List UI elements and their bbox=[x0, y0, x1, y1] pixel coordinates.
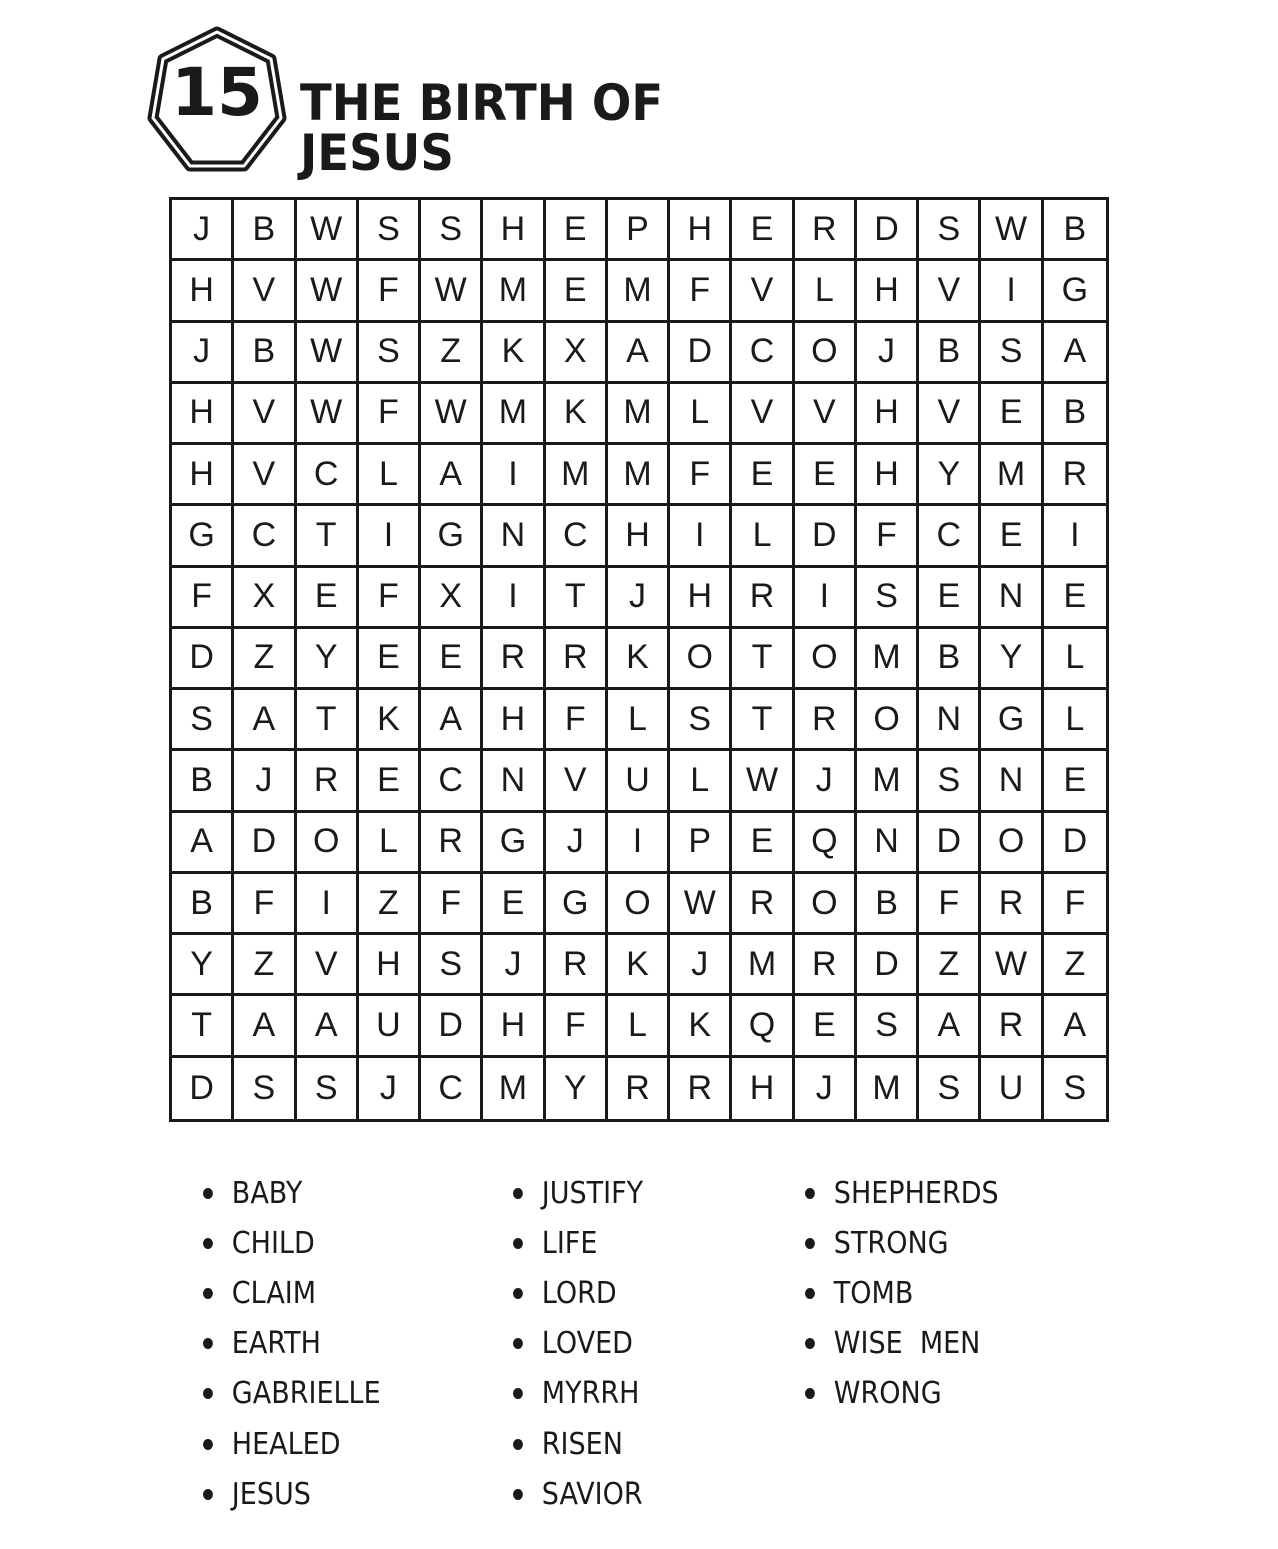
grid-cell[interactable]: E bbox=[981, 506, 1043, 567]
grid-cell[interactable]: C bbox=[732, 323, 794, 384]
grid-cell[interactable]: H bbox=[857, 261, 919, 322]
grid-cell[interactable]: G bbox=[981, 690, 1043, 751]
grid-cell[interactable]: F bbox=[234, 874, 296, 935]
word-list-item bbox=[805, 1218, 999, 1268]
bullet-icon bbox=[203, 1288, 213, 1299]
grid-cell[interactable]: M bbox=[608, 445, 670, 506]
word-label: CLAIM bbox=[231, 1275, 317, 1311]
bullet-icon bbox=[203, 1338, 213, 1349]
grid-cell[interactable]: S bbox=[981, 323, 1043, 384]
grid-cell[interactable]: V bbox=[234, 384, 296, 445]
grid-cell[interactable]: Q bbox=[732, 996, 794, 1057]
grid-cell[interactable]: N bbox=[857, 813, 919, 874]
grid-cell[interactable]: Z bbox=[234, 629, 296, 690]
grid-cell[interactable]: H bbox=[483, 996, 545, 1057]
grid-cell[interactable]: E bbox=[795, 445, 857, 506]
grid-cell[interactable]: X bbox=[234, 568, 296, 629]
grid-cell[interactable]: I bbox=[670, 506, 732, 567]
grid-cell[interactable]: C bbox=[234, 506, 296, 567]
grid-cell[interactable]: E bbox=[1044, 568, 1106, 629]
grid-cell[interactable]: M bbox=[608, 384, 670, 445]
grid-cell[interactable]: E bbox=[483, 874, 545, 935]
grid-cell[interactable]: E bbox=[732, 200, 794, 261]
grid-cell[interactable]: M bbox=[546, 445, 608, 506]
grid-cell[interactable]: M bbox=[483, 261, 545, 322]
grid-cell[interactable]: V bbox=[919, 261, 981, 322]
grid-cell[interactable]: M bbox=[857, 1058, 919, 1119]
bullet-icon bbox=[805, 1288, 815, 1299]
word-label: MYRRH bbox=[541, 1376, 640, 1412]
grid-cell[interactable]: E bbox=[359, 629, 421, 690]
grid-cell[interactable]: F bbox=[670, 445, 732, 506]
bullet-icon bbox=[203, 1238, 213, 1249]
grid-cell[interactable]: F bbox=[670, 261, 732, 322]
word-list-item bbox=[203, 1369, 381, 1419]
grid-cell[interactable]: C bbox=[421, 1058, 483, 1119]
grid-cell[interactable]: V bbox=[732, 384, 794, 445]
grid-cell[interactable]: T bbox=[297, 506, 359, 567]
word-list-item bbox=[203, 1268, 381, 1318]
grid-cell[interactable]: S bbox=[297, 1058, 359, 1119]
grid-cell[interactable]: Y bbox=[981, 629, 1043, 690]
grid-cell[interactable]: D bbox=[234, 813, 296, 874]
grid-cell[interactable]: E bbox=[1044, 751, 1106, 812]
grid-cell[interactable]: W bbox=[297, 323, 359, 384]
grid-cell[interactable]: D bbox=[172, 1058, 234, 1119]
grid-cell[interactable]: D bbox=[421, 996, 483, 1057]
grid-cell[interactable]: G bbox=[1044, 261, 1106, 322]
grid-cell[interactable]: L bbox=[359, 813, 421, 874]
word-list-item bbox=[203, 1419, 381, 1469]
grid-cell[interactable]: S bbox=[857, 996, 919, 1057]
grid-cell[interactable]: B bbox=[234, 200, 296, 261]
grid-cell[interactable]: H bbox=[172, 384, 234, 445]
grid-cell[interactable]: X bbox=[421, 568, 483, 629]
word-label: RISEN bbox=[541, 1426, 623, 1462]
grid-cell[interactable]: I bbox=[608, 813, 670, 874]
bullet-icon bbox=[203, 1489, 213, 1500]
grid-cell[interactable]: O bbox=[795, 629, 857, 690]
grid-cell[interactable]: J bbox=[795, 1058, 857, 1119]
grid-cell[interactable]: M bbox=[857, 751, 919, 812]
word-label: SAVIOR bbox=[541, 1476, 643, 1512]
grid-cell[interactable]: F bbox=[546, 690, 608, 751]
grid-cell[interactable]: S bbox=[857, 568, 919, 629]
grid-cell[interactable]: K bbox=[608, 629, 670, 690]
grid-cell[interactable]: G bbox=[172, 506, 234, 567]
grid-cell[interactable]: Y bbox=[297, 629, 359, 690]
grid-cell[interactable]: T bbox=[732, 690, 794, 751]
word-label: SHEPHERDS bbox=[833, 1175, 999, 1211]
grid-cell[interactable]: N bbox=[483, 506, 545, 567]
grid-cell[interactable]: C bbox=[297, 445, 359, 506]
grid-cell[interactable]: I bbox=[297, 874, 359, 935]
grid-cell[interactable]: H bbox=[857, 445, 919, 506]
grid-cell[interactable]: O bbox=[297, 813, 359, 874]
bullet-icon bbox=[513, 1338, 523, 1349]
grid-cell[interactable]: T bbox=[297, 690, 359, 751]
word-label: WRONG bbox=[833, 1376, 942, 1412]
word-list-item bbox=[203, 1218, 381, 1268]
grid-cell[interactable]: H bbox=[359, 935, 421, 996]
grid-cell[interactable]: C bbox=[421, 751, 483, 812]
grid-cell[interactable]: U bbox=[608, 751, 670, 812]
grid-cell[interactable]: B bbox=[1044, 200, 1106, 261]
grid-cell[interactable]: D bbox=[670, 323, 732, 384]
grid-cell[interactable]: R bbox=[732, 874, 794, 935]
grid-cell[interactable]: Z bbox=[421, 323, 483, 384]
grid-cell[interactable]: R bbox=[732, 568, 794, 629]
grid-cell[interactable]: Z bbox=[234, 935, 296, 996]
grid-cell[interactable]: B bbox=[919, 323, 981, 384]
grid-cell[interactable]: A bbox=[919, 996, 981, 1057]
word-list-item bbox=[513, 1268, 643, 1318]
grid-cell[interactable]: E bbox=[546, 261, 608, 322]
grid-cell[interactable]: D bbox=[857, 935, 919, 996]
grid-cell[interactable]: V bbox=[919, 384, 981, 445]
grid-cell[interactable]: Q bbox=[795, 813, 857, 874]
word-label: GABRIELLE bbox=[231, 1376, 381, 1412]
grid-cell[interactable]: R bbox=[297, 751, 359, 812]
bullet-icon bbox=[203, 1439, 213, 1450]
grid-cell[interactable]: F bbox=[1044, 874, 1106, 935]
grid-cell[interactable]: G bbox=[421, 506, 483, 567]
grid-cell[interactable]: V bbox=[234, 261, 296, 322]
grid-cell[interactable]: E bbox=[795, 996, 857, 1057]
grid-cell[interactable]: W bbox=[670, 874, 732, 935]
grid-cell[interactable]: O bbox=[795, 874, 857, 935]
grid-cell[interactable]: O bbox=[981, 813, 1043, 874]
grid-cell[interactable]: H bbox=[608, 506, 670, 567]
grid-cell[interactable]: A bbox=[421, 690, 483, 751]
grid-cell[interactable]: L bbox=[670, 384, 732, 445]
grid-cell[interactable]: W bbox=[297, 200, 359, 261]
grid-cell[interactable]: V bbox=[546, 751, 608, 812]
grid-cell[interactable]: I bbox=[1044, 506, 1106, 567]
grid-cell[interactable]: N bbox=[981, 568, 1043, 629]
word-label: HEALED bbox=[231, 1426, 341, 1462]
grid-cell[interactable]: R bbox=[795, 200, 857, 261]
grid-cell[interactable]: W bbox=[421, 261, 483, 322]
grid-cell[interactable]: S bbox=[1063, 1068, 1087, 1107]
grid-cell[interactable]: A bbox=[608, 323, 670, 384]
grid-cell[interactable]: C bbox=[919, 506, 981, 567]
grid-cell[interactable]: W bbox=[732, 751, 794, 812]
grid-cell[interactable]: L bbox=[670, 751, 732, 812]
grid-cell[interactable]: U bbox=[981, 1058, 1043, 1119]
grid-cell[interactable]: S bbox=[421, 935, 483, 996]
word-list-column-2 bbox=[513, 1168, 658, 1519]
grid-cell[interactable]: B bbox=[857, 874, 919, 935]
grid-cell[interactable]: M bbox=[981, 445, 1043, 506]
bullet-icon bbox=[203, 1388, 213, 1399]
bullet-icon bbox=[805, 1238, 815, 1249]
word-search-grid bbox=[169, 197, 1109, 1122]
bullet-icon bbox=[513, 1288, 523, 1299]
grid-cell[interactable]: U bbox=[359, 996, 421, 1057]
grid-cell[interactable]: M bbox=[732, 935, 794, 996]
grid-cell[interactable]: P bbox=[670, 813, 732, 874]
grid-cell[interactable]: L bbox=[359, 445, 421, 506]
grid-cell[interactable]: J bbox=[483, 935, 545, 996]
grid-cell[interactable]: M bbox=[483, 384, 545, 445]
grid-cell[interactable]: B bbox=[234, 323, 296, 384]
grid-cell[interactable]: W bbox=[421, 384, 483, 445]
grid-cell[interactable]: F bbox=[546, 996, 608, 1057]
bullet-icon bbox=[513, 1388, 523, 1399]
grid-cell[interactable]: K bbox=[670, 996, 732, 1057]
grid-cell[interactable]: K bbox=[608, 935, 670, 996]
word-label: JESUS bbox=[231, 1476, 311, 1512]
grid-cell[interactable]: O bbox=[608, 874, 670, 935]
grid-cell[interactable]: I bbox=[981, 261, 1043, 322]
grid-cell[interactable]: F bbox=[359, 568, 421, 629]
word-list-item bbox=[805, 1168, 999, 1218]
grid-cell[interactable]: E bbox=[981, 384, 1043, 445]
grid-cell[interactable]: D bbox=[795, 506, 857, 567]
grid-cell[interactable]: A bbox=[297, 996, 359, 1057]
grid-cell[interactable]: K bbox=[483, 323, 545, 384]
grid-cell[interactable]: H bbox=[670, 200, 732, 261]
grid-cell[interactable]: R bbox=[421, 813, 483, 874]
grid-cell[interactable]: I bbox=[359, 506, 421, 567]
grid-cell[interactable]: T bbox=[732, 629, 794, 690]
grid-cell[interactable]: W bbox=[981, 200, 1043, 261]
grid-cell[interactable]: J bbox=[172, 200, 234, 261]
grid-cell[interactable]: L bbox=[732, 506, 794, 567]
grid-cell[interactable]: O bbox=[795, 323, 857, 384]
grid-cell[interactable]: F bbox=[919, 874, 981, 935]
bullet-icon bbox=[513, 1238, 523, 1249]
grid-cell[interactable]: J bbox=[234, 751, 296, 812]
grid-cell[interactable]: F bbox=[359, 261, 421, 322]
grid-cell[interactable]: R bbox=[546, 935, 608, 996]
grid-cell[interactable]: R bbox=[670, 1058, 732, 1119]
grid-cell[interactable]: H bbox=[732, 1058, 794, 1119]
word-list-item bbox=[513, 1419, 643, 1469]
grid-cell[interactable]: B bbox=[1044, 384, 1106, 445]
grid-cell[interactable]: R bbox=[1044, 445, 1106, 506]
grid-cell[interactable]: A bbox=[234, 690, 296, 751]
grid-cell[interactable]: J bbox=[795, 751, 857, 812]
word-label: BABY bbox=[231, 1175, 303, 1211]
grid-cell[interactable]: G bbox=[546, 874, 608, 935]
grid-cell[interactable]: Y bbox=[172, 935, 234, 996]
grid-cell[interactable]: L bbox=[1044, 629, 1106, 690]
word-list-item bbox=[805, 1369, 999, 1419]
grid-cell[interactable]: B bbox=[919, 629, 981, 690]
word-label: JUSTIFY bbox=[541, 1175, 644, 1211]
grid-cell[interactable]: N bbox=[981, 751, 1043, 812]
grid-cell[interactable]: X bbox=[546, 323, 608, 384]
grid-cell[interactable]: Z bbox=[1044, 935, 1106, 996]
word-list-item bbox=[203, 1168, 381, 1218]
word-label: STRONG bbox=[833, 1225, 949, 1261]
word-list-item bbox=[513, 1218, 643, 1268]
grid-cell[interactable]: R bbox=[483, 629, 545, 690]
word-list-item bbox=[805, 1319, 999, 1369]
grid-cell[interactable]: S bbox=[359, 323, 421, 384]
grid-cell[interactable]: E bbox=[732, 813, 794, 874]
grid-cell[interactable]: L bbox=[608, 996, 670, 1057]
word-list-column-1 bbox=[203, 1168, 400, 1519]
grid-cell[interactable]: S bbox=[234, 1058, 296, 1119]
grid-cell[interactable]: J bbox=[546, 813, 608, 874]
grid-cell[interactable]: R bbox=[546, 629, 608, 690]
grid-cell[interactable]: A bbox=[234, 996, 296, 1057]
puzzle-number: 15 bbox=[171, 54, 263, 131]
word-list-item bbox=[203, 1469, 381, 1519]
grid-cell[interactable]: F bbox=[421, 874, 483, 935]
grid-cell[interactable]: N bbox=[483, 751, 545, 812]
grid-cell[interactable]: Z bbox=[919, 935, 981, 996]
grid-cell[interactable]: V bbox=[732, 261, 794, 322]
grid-cell[interactable]: S bbox=[919, 200, 981, 261]
grid-cell[interactable]: J bbox=[359, 1058, 421, 1119]
word-label: LOVED bbox=[541, 1326, 633, 1362]
word-label: WISE MEN bbox=[833, 1326, 981, 1362]
word-list-item bbox=[513, 1369, 643, 1419]
grid-cell[interactable]: L bbox=[795, 261, 857, 322]
grid-cell[interactable]: K bbox=[359, 690, 421, 751]
bullet-icon bbox=[203, 1188, 213, 1199]
grid-cell[interactable]: F bbox=[857, 506, 919, 567]
grid-cell[interactable]: H bbox=[483, 690, 545, 751]
grid-cell[interactable]: W bbox=[297, 261, 359, 322]
bullet-icon bbox=[805, 1388, 815, 1399]
grid-cell[interactable]: A bbox=[1044, 323, 1106, 384]
grid-cell[interactable]: E bbox=[421, 629, 483, 690]
word-label: TOMB bbox=[833, 1275, 914, 1311]
grid-cell[interactable]: L bbox=[1044, 690, 1106, 751]
grid-cell[interactable]: Z bbox=[359, 874, 421, 935]
grid-cell[interactable]: T bbox=[546, 568, 608, 629]
grid-cell[interactable]: M bbox=[483, 1058, 545, 1119]
grid-cell[interactable]: H bbox=[857, 384, 919, 445]
grid-cell[interactable]: K bbox=[546, 384, 608, 445]
grid-cell[interactable]: I bbox=[483, 445, 545, 506]
word-list-item bbox=[203, 1319, 381, 1369]
grid-cell[interactable]: F bbox=[359, 384, 421, 445]
grid-cell[interactable]: L bbox=[608, 690, 670, 751]
grid-cell[interactable]: H bbox=[172, 261, 234, 322]
grid-cell[interactable]: V bbox=[297, 935, 359, 996]
grid-cell[interactable]: V bbox=[234, 445, 296, 506]
grid-cell[interactable]: I bbox=[795, 568, 857, 629]
grid-cell[interactable]: R bbox=[795, 690, 857, 751]
grid-cell[interactable]: C bbox=[546, 506, 608, 567]
grid-cell[interactable]: I bbox=[483, 568, 545, 629]
grid-cell[interactable]: B bbox=[172, 874, 234, 935]
grid-cell[interactable]: R bbox=[981, 996, 1043, 1057]
grid-cell[interactable]: N bbox=[919, 690, 981, 751]
grid-cell[interactable]: J bbox=[172, 323, 234, 384]
grid-cell[interactable]: E bbox=[297, 568, 359, 629]
grid-cell[interactable]: A bbox=[421, 445, 483, 506]
grid-cell[interactable]: D bbox=[1044, 813, 1106, 874]
word-label: CHILD bbox=[231, 1225, 315, 1261]
grid-cell[interactable]: J bbox=[670, 935, 732, 996]
grid-cell[interactable]: O bbox=[670, 629, 732, 690]
grid-cell[interactable]: M bbox=[608, 261, 670, 322]
grid-cell[interactable]: S bbox=[172, 690, 234, 751]
grid-cell[interactable]: S bbox=[919, 751, 981, 812]
grid-cell[interactable]: E bbox=[359, 751, 421, 812]
grid-cell[interactable]: T bbox=[172, 996, 234, 1057]
bullet-icon bbox=[513, 1188, 523, 1199]
bullet-icon bbox=[805, 1188, 815, 1199]
grid-cell[interactable]: S bbox=[670, 690, 732, 751]
grid-cell[interactable]: S bbox=[919, 1058, 981, 1119]
grid-cell[interactable]: J bbox=[608, 568, 670, 629]
grid-cell[interactable]: B bbox=[172, 751, 234, 812]
grid-cell[interactable]: D bbox=[857, 200, 919, 261]
grid-cell[interactable]: E bbox=[919, 568, 981, 629]
puzzle-header bbox=[147, 26, 847, 182]
grid-cell[interactable]: W bbox=[981, 935, 1043, 996]
grid-cell[interactable]: Y bbox=[546, 1058, 608, 1119]
grid-cell[interactable]: D bbox=[919, 813, 981, 874]
word-label: EARTH bbox=[231, 1326, 321, 1362]
grid-cell[interactable]: H bbox=[483, 200, 545, 261]
page-title: THE BIRTH OF JESUS bbox=[300, 74, 664, 182]
grid-cell[interactable]: R bbox=[795, 935, 857, 996]
grid-cell[interactable]: Y bbox=[919, 445, 981, 506]
grid-cell[interactable]: F bbox=[172, 568, 234, 629]
grid-cell[interactable]: H bbox=[172, 445, 234, 506]
grid-cell[interactable]: R bbox=[608, 1058, 670, 1119]
grid-cell[interactable]: M bbox=[857, 629, 919, 690]
bullet-icon bbox=[805, 1338, 815, 1349]
bullet-icon bbox=[513, 1439, 523, 1450]
word-label: LIFE bbox=[541, 1225, 598, 1261]
grid-cell[interactable]: A bbox=[172, 813, 234, 874]
grid-cell[interactable]: S bbox=[359, 200, 421, 261]
word-list-item bbox=[513, 1469, 643, 1519]
grid-cell[interactable]: J bbox=[857, 323, 919, 384]
grid-cell[interactable]: A bbox=[1044, 996, 1106, 1057]
grid-cell[interactable]: P bbox=[608, 200, 670, 261]
word-list-item bbox=[513, 1168, 643, 1218]
grid-cell[interactable]: E bbox=[732, 445, 794, 506]
grid-cell[interactable]: V bbox=[795, 384, 857, 445]
grid-cell[interactable]: S bbox=[421, 200, 483, 261]
grid-cell[interactable]: O bbox=[857, 690, 919, 751]
word-list-item bbox=[805, 1268, 999, 1318]
grid-cell[interactable]: E bbox=[546, 200, 608, 261]
grid-cell[interactable]: R bbox=[981, 874, 1043, 935]
grid-cell[interactable]: D bbox=[172, 629, 234, 690]
grid-cell[interactable]: H bbox=[670, 568, 732, 629]
word-list-item bbox=[513, 1319, 643, 1369]
word-list-column-3 bbox=[805, 1168, 1020, 1419]
bullet-icon bbox=[513, 1489, 523, 1500]
grid-cell[interactable]: G bbox=[483, 813, 545, 874]
grid-cell[interactable]: W bbox=[297, 384, 359, 445]
word-label: LORD bbox=[541, 1275, 617, 1311]
